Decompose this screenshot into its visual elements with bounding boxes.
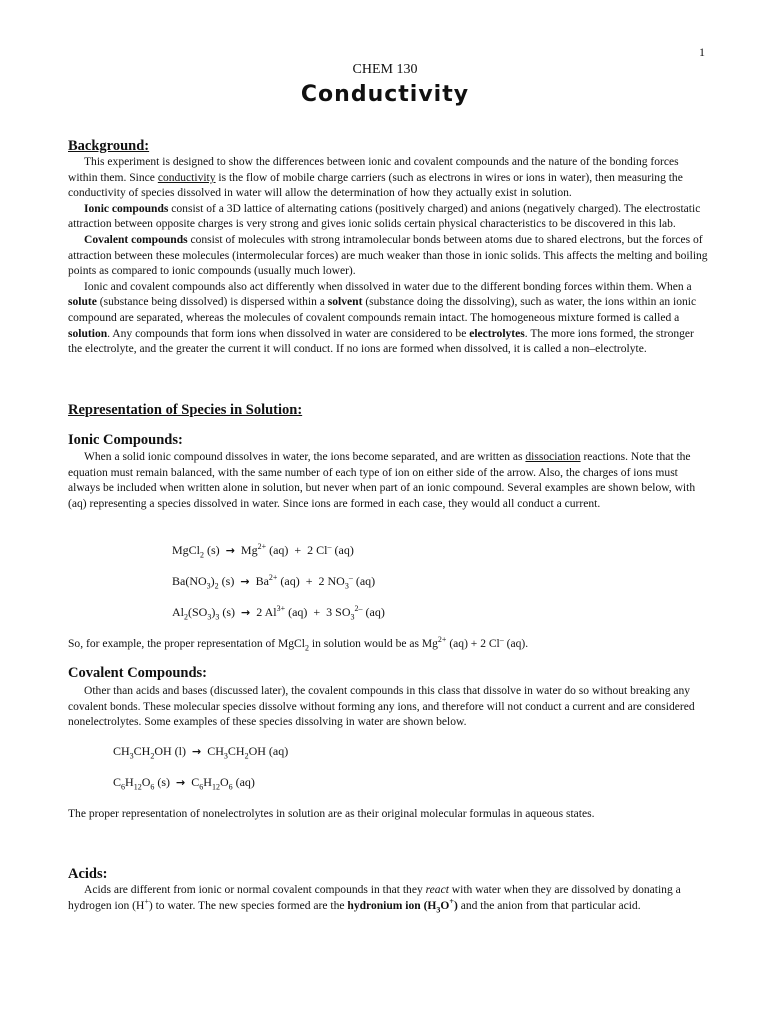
ionic-section [68,450,710,512]
course-code: CHEM 130 [352,62,418,77]
equation-mgcl2: MgCl$_2$ $(s) \to Mg^{2+}$ (aq) + 2 Cl– (aq) [172,542,354,560]
acids-heading: Acids: [68,866,108,882]
equation-ethanol: $CH_3CH_2OH$ $(l) \to CH_3CH_2OH$ (aq) [113,744,289,761]
page-title: Conductivity [300,82,470,107]
background-section [68,155,710,358]
covalent-compounds-heading: Covalent Compounds: [68,665,207,681]
equation-al2so3: $Al_2(SO_3)_3$ (s) → 2 $Al^{3+}$ (aq) + 3 $SO_3^{2-}$ (aq) [172,604,385,622]
equation-bano3: $Ba(NO_3)_2$ $(s) \to Ba^{2+}$ (aq) + 2 $NO_3^-$ (aq) [172,573,376,591]
representation-heading: Representation of Species in Solution: [68,402,303,418]
ionic-compounds-heading: Ionic Compounds: [68,432,183,448]
ionic-paragraph: When a solid ionic compound dissolves in water, the ions become separated, and are written as dissociation reactions. Note that the equation must remain balanced, with the same number of each type of ion on either side of the arrow. Also, the charges of ions must always be included when written alone in solution, but never when part of an ionic compound. Several examples are shown below, with (aq) representing a species dissolved in water. Since ions are formed in each case, they would all conduct a current. [68,451,696,510]
covalent-section [68,684,710,731]
ionic-example: So, for example, the proper representation of MgCl$_2$ in solution would be as $Mg^{2+}$ (aq) + 2 Cl– (aq). [68,635,529,653]
equation-glucose: $C_6H_{12}O_6$ $(s) \to C_6H_{12}O_6$ (aq) [113,775,255,792]
acids-section [68,883,710,914]
background-paragraph-1: This experiment is designed to show the differences between ionic and covalent compounds and the nature of the bonding forces within them. Since conductivity is the flow of mobile charge carriers (such as electrons in wires or ions in water), then measuring the conductivity of species dissolved in water will allow the determination of how they actually exist in solution. [68,156,683,200]
page-number: 1 [699,45,705,59]
background-paragraph-2: Ionic compounds consist of a 3D lattice of alternating cations (positively charged) and anions (negatively charged). The electrostatic attraction between opposite charges is very strong and gives ionic solids certain physical characteristics to be discovered in this lab. [68,202,701,231]
background-paragraph-3: Covalent compounds consist of molecules with strong intramolecular bonds between atoms due to shared electrons, but the forces of attraction between these molecules (intermolecular forces) are much weaker than those in ionic solids. This affects the melting and boiling points as compared to ionic compounds (usually much lower). [68,233,708,278]
covalent-closing: The proper representation of nonelectrolytes in solution are as their original molecular formulas in aqueous states. [68,808,595,820]
conductivity-term: conductivity [157,171,216,184]
background-heading: Background: [68,138,150,154]
dissociation-term: dissociation [525,451,581,463]
covalent-paragraph: Other than acids and bases (discussed later), the covalent compounds in this class that dissolve in water do so without breaking any covalent bonds. These molecular species dissolve without forming any ions, and therefore will not conduct a current and are considered nonelectrolytes. Some examples of these species dissolving in water are shown below. [68,685,695,729]
background-paragraph-4: Ionic and covalent compounds also act differently when dissolved in water due to the different bonding forces within them. When a solute (substance being dissolved) is dispersed within a solvent (substance doing the dissolving), such as water, the ions within an ionic compound are separated, whereas the molecules of covalent compounds remain intact. The homogeneous mixture formed is called a solution. Any compounds that form ions when dissolved in water are considered to be electrolytes. The more ions formed, the stronger the electrolyte, and the greater the current it will conduct. If no ions are formed when dissolved, it is called a non–electrolyte. [68,280,697,356]
acids-paragraph: Acids are different from ionic or normal covalent compounds in that they react with water when they are dissolved by donating a hydrogen ion (H+) to water. The new species formed are the hydronium ion $(H_3O^+)$ and the anion from that particular acid. [68,884,681,914]
